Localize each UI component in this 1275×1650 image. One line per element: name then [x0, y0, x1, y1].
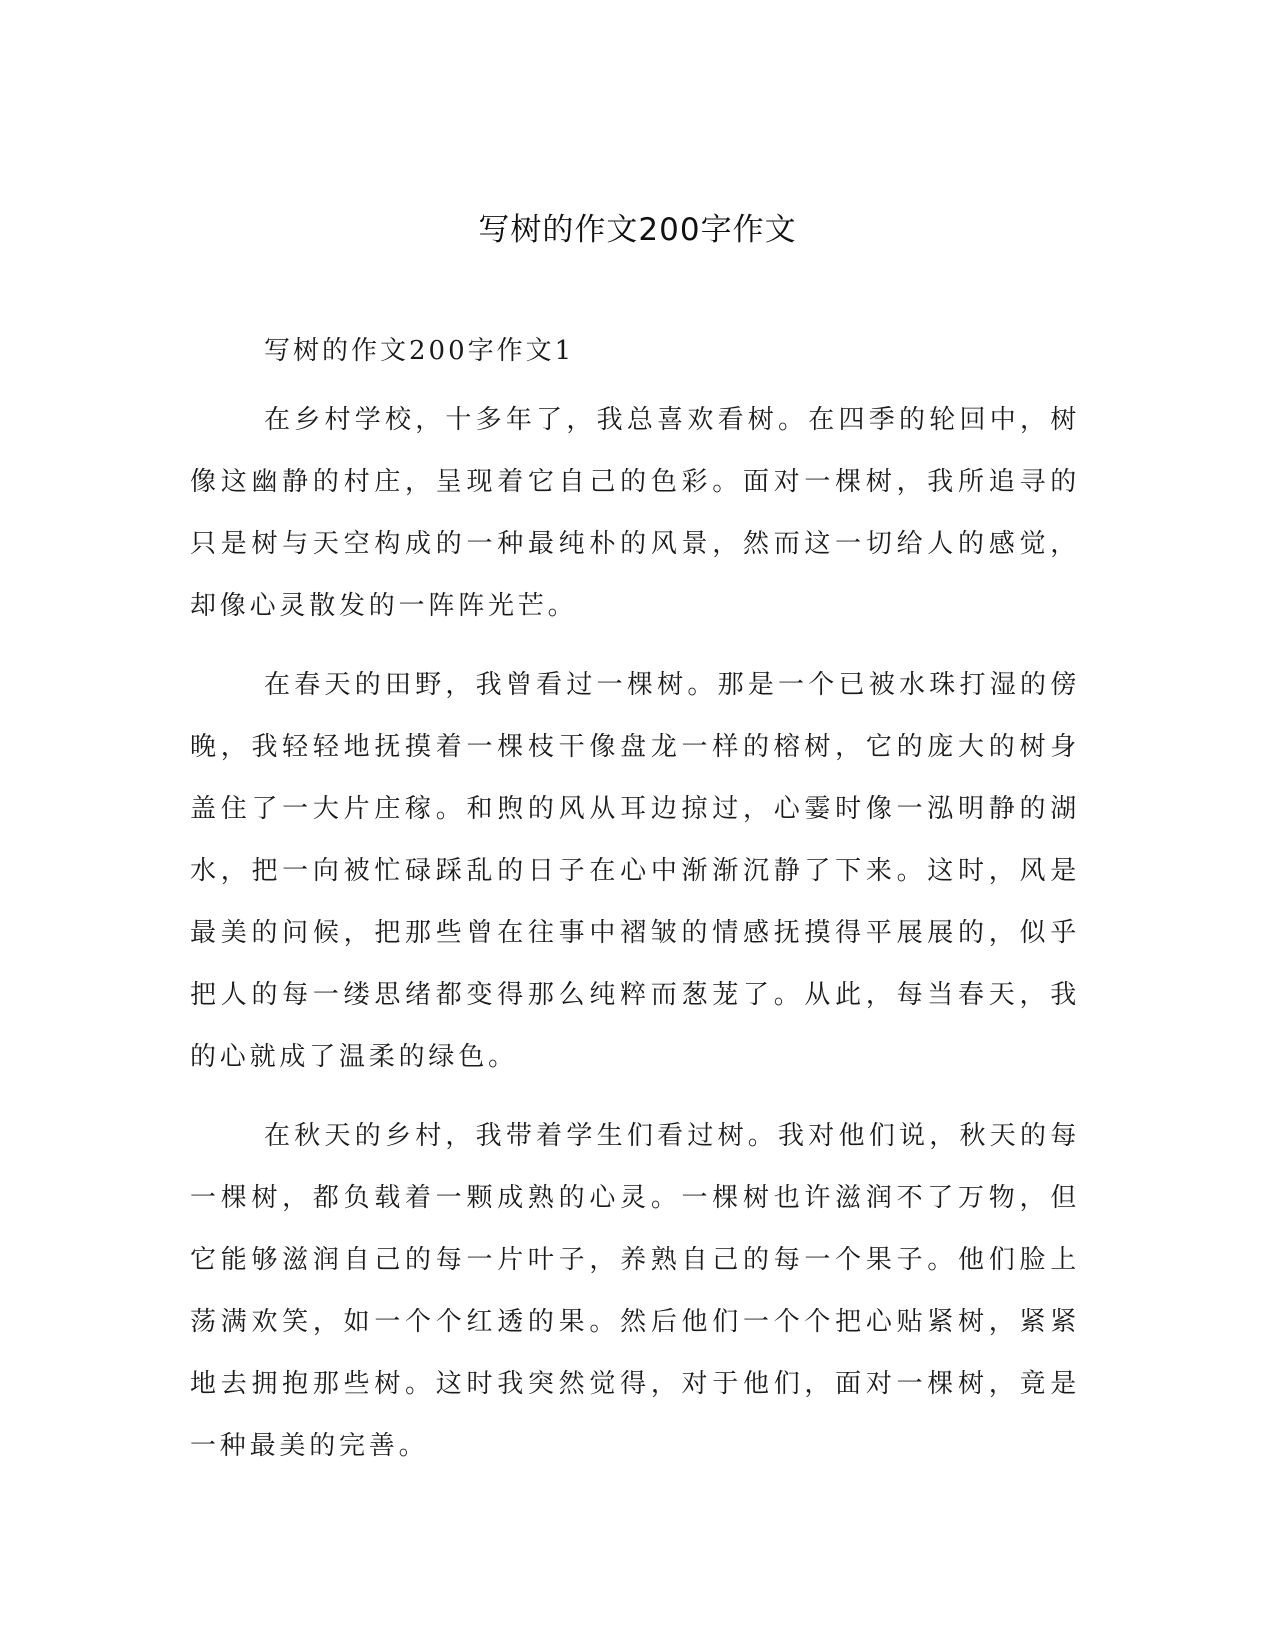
- paragraph-3: 在秋天的乡村，我带着学生们看过树。我对他们说，秋天的每一棵树，都负载着一颗成熟的心灵。一棵树也许滋润不了万物，但它能够滋润自己的每一片叶子，养熟自己的每一个果子。他们脸上荡满欢笑，如一个个红透的果。然后他们一个个把心贴紧树，紧紧地去拥抱那些树。这时我突然觉得，对于他们，面对一棵树，竟是一种最美的完善。: [190, 1121, 1080, 1461]
- paragraph-1: 在乡村学校，十多年了，我总喜欢看树。在四季的轮回中，树像这幽静的村庄，呈现着它自己的色彩。面对一棵树，我所追寻的只是树与天空构成的一种最纯朴的风景，然而这一切给人的感觉，却像心灵散发的一阵阵光芒。: [190, 405, 1080, 621]
- essay-subtitle: 写树的作文200字作文1: [264, 336, 575, 366]
- essay-body: [190, 330, 1080, 1477]
- paragraph-2: 在春天的田野，我曾看过一棵树。那是一个已被水珠打湿的傍晚，我轻轻地抚摸着一棵枝干像盘龙一样的榕树，它的庞大的树身盖住了一大片庄稼。和煦的风从耳边掠过，心霎时像一泓明静的湖水，把一向被忙碌踩乱的日子在心中渐渐沉静了下来。这时，风是最美的问候，把那些曾在往事中褶皱的情感抚摸得平展展的，似乎把人的每一缕思绪都变得那么纯粹而葱茏了。从此，每当春天，我的心就成了温柔的绿色。: [190, 670, 1080, 1072]
- page-title: 写树的作文200字作文: [478, 212, 797, 248]
